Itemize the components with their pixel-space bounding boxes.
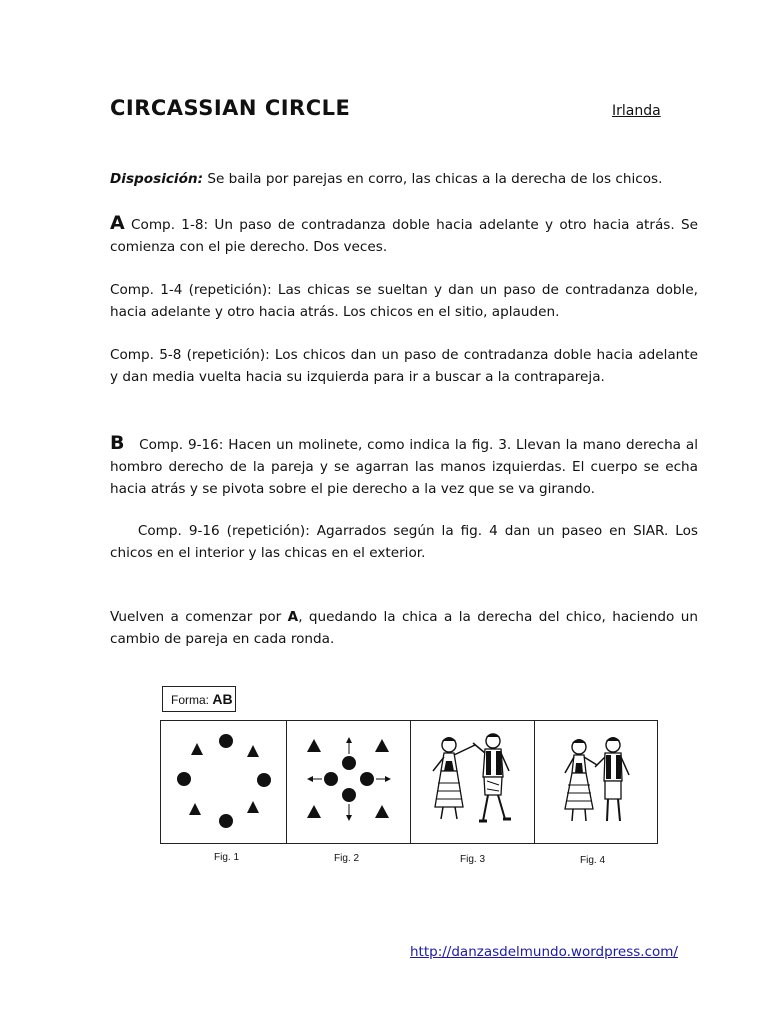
figures-box [160,720,658,844]
section-a-paragraph-1 [110,212,698,258]
section-b-letter: B [110,432,125,454]
section-a-p2-text: : Las chicas se sueltan y dan un paso de contradanza doble, hacia adelante y otro hacia atrás. Los chicos en el sitio, aplauden. [110,282,698,320]
country-label: Irlanda [612,103,661,119]
fig4-cell [535,721,657,843]
paseo-dancers-illustration [535,721,657,843]
chicas-forward-diagram [287,721,410,843]
section-a-p3-label: Comp. 5-8 (repetición) [110,347,266,363]
section-a-p2-label: Comp. 1-4 (repetición) [110,282,268,298]
fig3-caption: Fig. 3 [460,854,486,865]
section-a-paragraph-2 [110,279,698,323]
fig3-cell [411,721,535,843]
disposicion-label: Disposición: [110,171,204,187]
page-title: CIRCASSIAN CIRCLE [110,96,351,120]
fig2-caption: Fig. 2 [334,853,360,864]
section-b-p2-text: : Agarrados según la fig. 4 dan un paseo en SIAR. Los chicos en el interior y las chicas en el exterior. [110,523,698,561]
section-b-p1-label: Comp. 9-16 [139,437,219,453]
disposicion-text: Se baila por parejas en corro, las chicas a la derecha de los chicos. [203,171,663,187]
closing-paragraph [110,606,698,650]
section-b-paragraph-2 [110,520,698,564]
forma-value: AB [212,691,233,707]
fig1-caption: Fig. 1 [214,852,240,863]
section-b-p2-label: Comp. 9-16 (repetición) [137,523,306,539]
molinete-dancers-illustration [411,721,534,843]
section-a-paragraph-3 [110,344,698,388]
section-a-p3-text: : Los chicos dan un paso de contradanza doble hacia adelante y dan media vuelta hacia su izquierda para ir a buscar a la contrapareja. [110,347,698,385]
section-b-paragraph-1 [110,432,698,500]
closing-pre: Vuelven a comenzar por [110,609,288,625]
section-b-p1-text: : Hacen un molinete, como indica la fig. 3. Llevan la mano derecha al hombro derecho de la pareja y se agarran las manos izquierdas. El cuerpo se echa hacia atrás y se pivota sobre el pie derecho a la vez que se va girando. [110,437,698,497]
closing-letter: A [287,609,299,625]
closing-post: , quedando la chica a la derecha del chico, haciendo un cambio de pareja en cada ronda. [110,609,698,647]
fig4-caption: Fig. 4 [580,855,606,866]
forma-box [162,686,236,712]
section-a-letter: A [110,212,125,234]
section-a-p1-text: Comp. 1-8: Un paso de contradanza doble hacia adelante y otro hacia atrás. Se comienza con el pie derecho. Dos veces. [110,217,698,255]
circle-formation-diagram [161,721,286,843]
fig2-cell [287,721,411,843]
fig1-cell [161,721,287,843]
disposicion-paragraph [110,168,698,190]
forma-label: Forma: [171,693,213,707]
website-link[interactable]: http://danzasdelmundo.wordpress.com/ [410,944,678,960]
